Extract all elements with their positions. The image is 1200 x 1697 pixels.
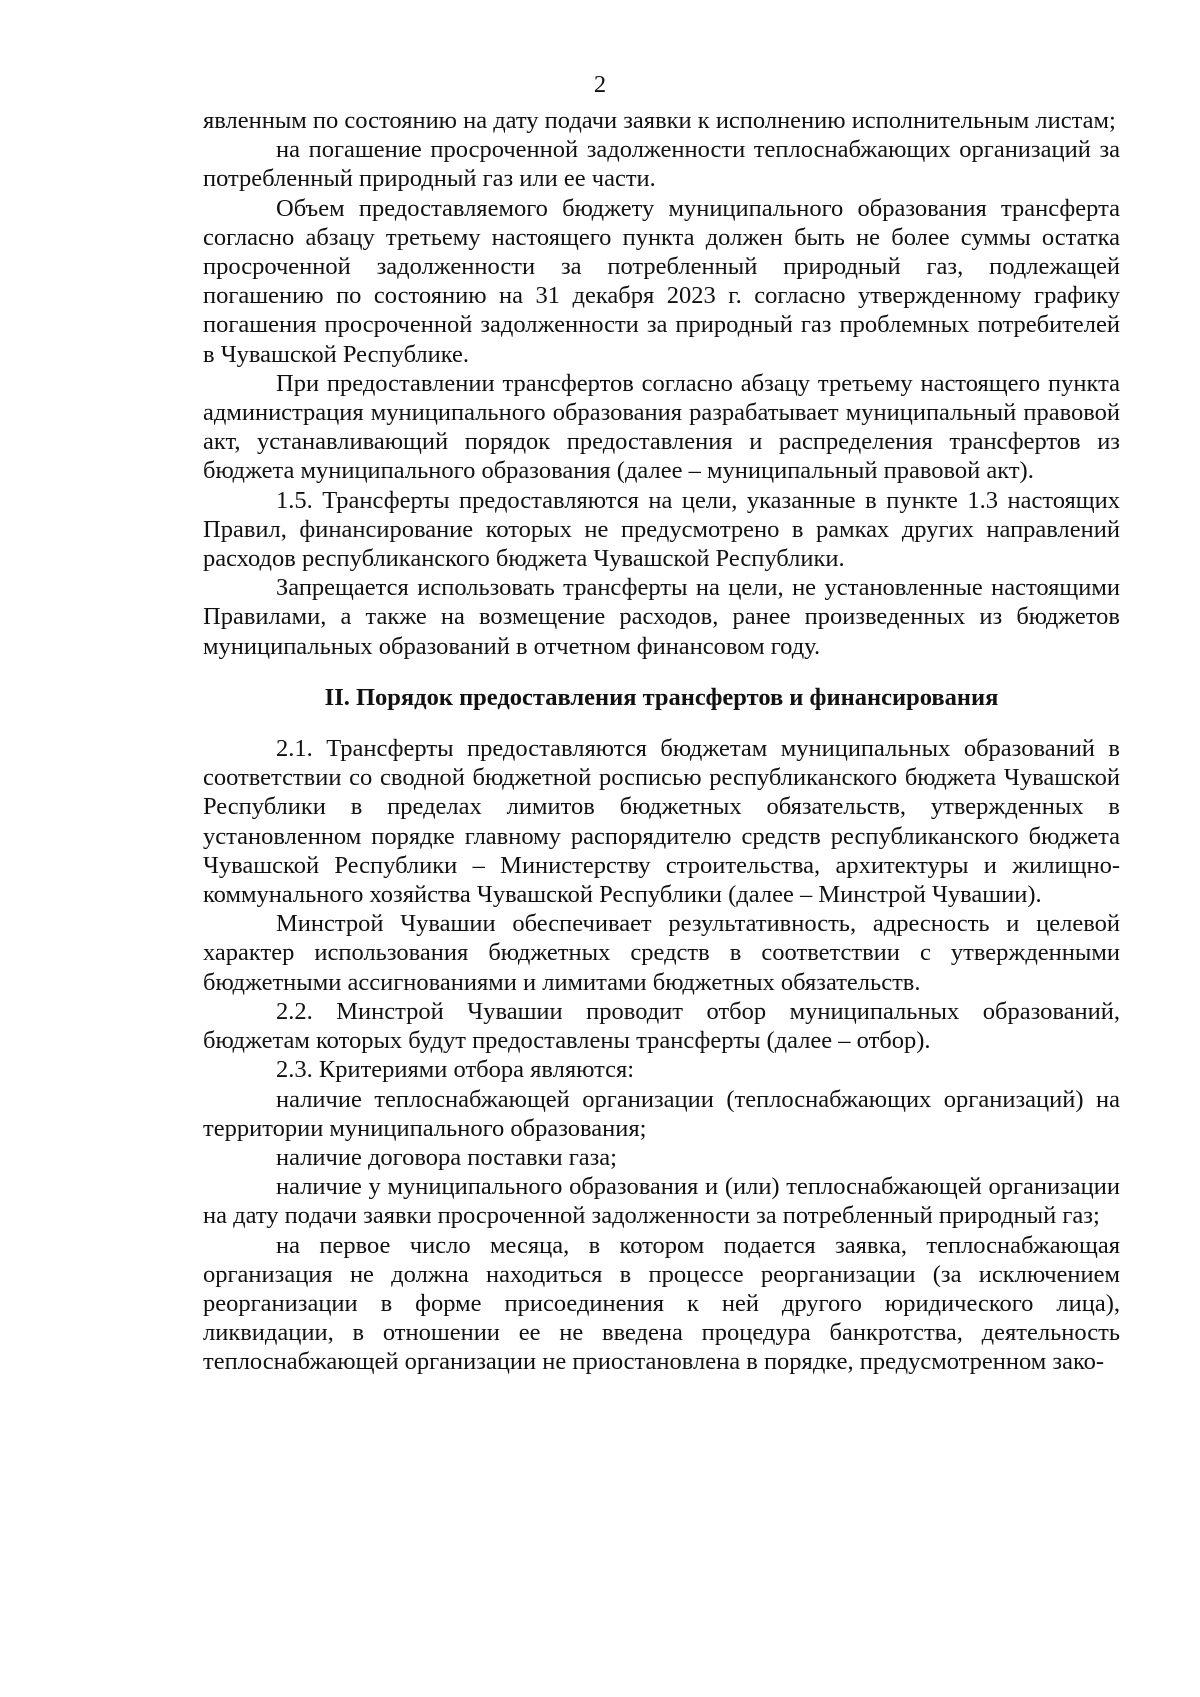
section-heading: II. Порядок предоставления трансфертов и финансирования bbox=[324, 683, 999, 711]
paragraph: наличие у муниципального образования и (или) теплоснабжающей организации на дату подачи заявки просроченной задолженности за потребленный природный газ; bbox=[203, 1173, 1120, 1230]
paragraph: 2.3. Критериями отбора являются: bbox=[276, 1056, 635, 1084]
paragraph: Запрещается использовать трансферты на цели, не установленные настоящими Правилами, а также на возмещение расходов, ранее произведенных из бюджетов муниципальных образований в отчетном финансовом году. bbox=[203, 574, 1120, 660]
paragraph: Минстрой Чувашии обеспечивает результативность, адресность и целевой характер использования бюджетных средств в соответствии с утвержденными бюджетными ассигнованиями и лимитами бюджетных обязательств. bbox=[203, 910, 1120, 996]
paragraph: При предоставлении трансфертов согласно абзацу третьему настоящего пункта администрация муниципального образования разрабатывает муниципальный правовой акт, устанавливающий порядок предоставления и распределения трансфертов из бюджета муниципального образования (далее – муниципальный правовой акт). bbox=[203, 369, 1120, 485]
document-body bbox=[203, 106, 1120, 1377]
paragraph: 1.5. Трансферты предоставляются на цели, указанные в пункте 1.3 настоящих Правил, финансирование которых не предусмотрено в рамках других направлений расходов республиканского бюджета Чувашской Республики. bbox=[203, 486, 1120, 573]
paragraph: 2.2. Минстрой Чувашии проводит отбор муниципальных образований, бюджетам которых будут предоставлены трансферты (далее – отбор). bbox=[203, 997, 1120, 1055]
paragraph: на первое число месяца, в котором подается заявка, теплоснабжающая организация не должна находиться в процессе реорганизации (за исключением реорганизации в форме присоединения к ней другого юридического лица), ликвидации, в отношении ее не введена процедура банкротства, деятельность теплоснабжающей организации не приостановлена в порядке, предусмотренном зако- bbox=[203, 1231, 1120, 1376]
paragraph: на погашение просроченной задолженности теплоснабжающих организаций за потребленный природный газ или ее части. bbox=[203, 136, 1120, 193]
page-number: 2 bbox=[593, 71, 607, 98]
paragraph: явленным по состоянию на дату подачи заявки к исполнению исполнительным листам; bbox=[203, 107, 1116, 134]
paragraph: Объем предоставляемого бюджету муниципального образования трансферта согласно абзацу третьему настоящего пункта должен быть не более суммы остатка просроченной задолженности за потребленный природный газ, подлежащей погашению по состоянию на 31 декабря 2023 г. согласно утвержденному графику погашения просроченной задолженности за природный газ проблемных потребителей в Чувашской Республике. bbox=[203, 194, 1120, 368]
paragraph: 2.1. Трансферты предоставляются бюджетам муниципальных образований в соответствии со сводной бюджетной росписью республиканского бюджета Чувашской Республики в пределах лимитов бюджетных обязательств, утвержденных в установленном порядке главному распорядителю средств республиканского бюджета Чувашской Республики – Министерству строительства, архитектуры и жилищно-коммунального хозяйства Чувашской Республики (далее – Минстрой Чувашии). bbox=[203, 735, 1120, 909]
paragraph: наличие теплоснабжающей организации (теплоснабжающих организаций) на территории муниципального образования; bbox=[203, 1085, 1120, 1142]
paragraph: наличие договора поставки газа; bbox=[276, 1143, 617, 1171]
